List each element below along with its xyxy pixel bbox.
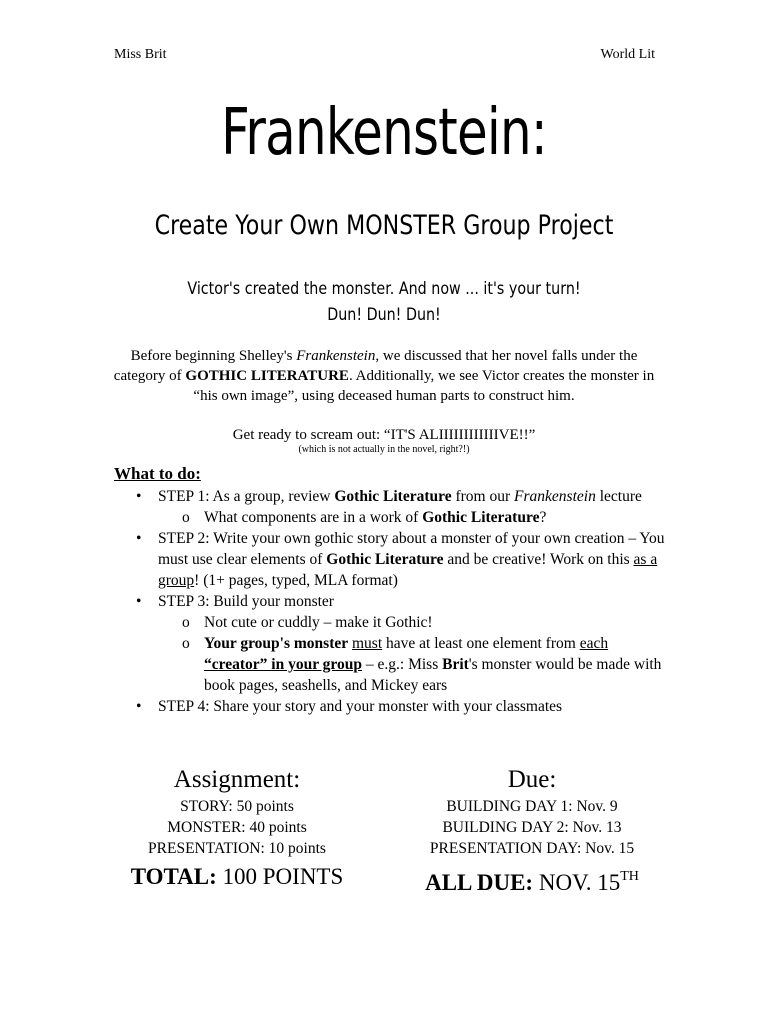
step-3-sub-1 [114, 612, 674, 633]
due-row: BUILDING DAY 1: Nov. 9 [446, 798, 618, 815]
step-3-sub-2-each: each [579, 635, 609, 652]
step-1-sub-end: ? [539, 509, 547, 526]
tagline-line-2: Dun! Dun! Dun! [327, 305, 441, 325]
due-total-label: ALL DUE: [425, 870, 534, 895]
bullet-icon: • [136, 698, 142, 715]
assignment-row: PRESENTATION: 10 points [148, 840, 326, 857]
step-3-sub-1-text: Not cute or cuddly – make it Gothic! [204, 614, 433, 631]
due-column [404, 764, 660, 899]
assignment-total [112, 861, 362, 893]
scream-block [110, 426, 658, 456]
step-4 [114, 696, 674, 717]
step-1-sub-text: What components are in a work of [204, 509, 423, 526]
assignment-row: MONSTER: 40 points [167, 819, 307, 836]
intro-text-3: . Additionally, we see Victor creates the monster in “his own image”, using deceased human parts to construct him. [193, 368, 655, 404]
header-teacher: Miss Brit [114, 47, 167, 62]
page-subtitle: Create Your Own MONSTER Group Project [154, 210, 614, 241]
step-1-text: STEP 1: As a group, review [158, 488, 335, 505]
step-2-text-2: and be creative! Work on this [443, 551, 634, 568]
due-row: PRESENTATION DAY: Nov. 15 [429, 840, 635, 857]
step-3 [114, 591, 674, 612]
due-heading: Due: [507, 766, 557, 793]
intro-book-title: Frankenstein [296, 348, 376, 364]
tagline-line-1: Victor's created the monster. And now ... it's your turn! [187, 279, 581, 299]
step-3-sub-2-monster: Your group's monster [204, 635, 349, 652]
page-title: Frankenstein: [221, 96, 547, 170]
step-1-gothic: Gothic Literature [334, 488, 452, 505]
todo-heading: What to do: [114, 464, 201, 483]
due-row: BUILDING DAY 2: Nov. 13 [442, 819, 622, 836]
due-total-value: NOV. 15 [533, 870, 621, 895]
intro-text-2: , we discussed that her novel falls under the category of [113, 348, 638, 384]
step-3-sub-2-end: 's monster would be made with book pages, seashells, and Mickey ears [204, 656, 662, 694]
step-4-text: STEP 4: Share your story and your monster with your classmates [158, 698, 563, 715]
scream-note: (which is not actually in the novel, right?!) [298, 444, 470, 455]
assignment-column [112, 764, 362, 893]
circle-bullet-icon: o [182, 509, 190, 526]
assignment-row: STORY: 50 points [180, 798, 294, 815]
step-3-sub-2-text: have at least one element from [382, 635, 580, 652]
step-1-text-2: from our [451, 488, 515, 505]
step-3-sub-2 [114, 633, 674, 696]
step-2 [114, 528, 674, 591]
header-course: World Lit [600, 47, 655, 62]
circle-bullet-icon: o [182, 614, 190, 631]
step-1 [114, 486, 674, 507]
assignment-total-label: TOTAL: [130, 864, 217, 889]
bullet-icon: • [136, 488, 142, 505]
assignment-heading: Assignment: [173, 766, 301, 793]
intro-genre: GOTHIC LITERATURE [185, 368, 349, 384]
step-2-group: as a group [158, 551, 658, 589]
step-3-sub-2-must: must [351, 635, 383, 652]
step-2-gothic: Gothic Literature [326, 551, 444, 568]
step-1-text-3: lecture [595, 488, 642, 505]
step-1-sub-gothic: Gothic Literature [422, 509, 540, 526]
circle-bullet-icon: o [182, 635, 190, 652]
assignment-total-value: 100 POINTS [216, 864, 344, 889]
due-total-sup: TH [620, 869, 639, 884]
intro-text-1: Before beginning Shelley's [130, 348, 297, 364]
steps-list [114, 486, 674, 717]
step-2-text-3: ! (1+ pages, typed, MLA format) [194, 572, 398, 589]
step-3-text: STEP 3: Build your monster [158, 593, 334, 610]
bullet-icon: • [136, 530, 142, 547]
scream-text: Get ready to scream out: “IT'S ALIIIIIIIIIIIIVE!!” [232, 427, 536, 443]
step-1-book: Frankenstein [514, 488, 596, 505]
step-2-text: STEP 2: Write your own gothic story about a monster of your own creation – You must use clear elements of [158, 530, 665, 568]
step-1-sub [114, 507, 674, 528]
step-3-sub-2-eg: – e.g.: Miss [362, 656, 443, 673]
step-3-sub-2-brit: Brit [442, 656, 469, 673]
intro-paragraph [110, 346, 658, 406]
tagline [61, 276, 706, 328]
due-total [404, 861, 660, 899]
bullet-icon: • [136, 593, 142, 610]
step-3-sub-2-creator: “creator” in your group [204, 656, 363, 673]
